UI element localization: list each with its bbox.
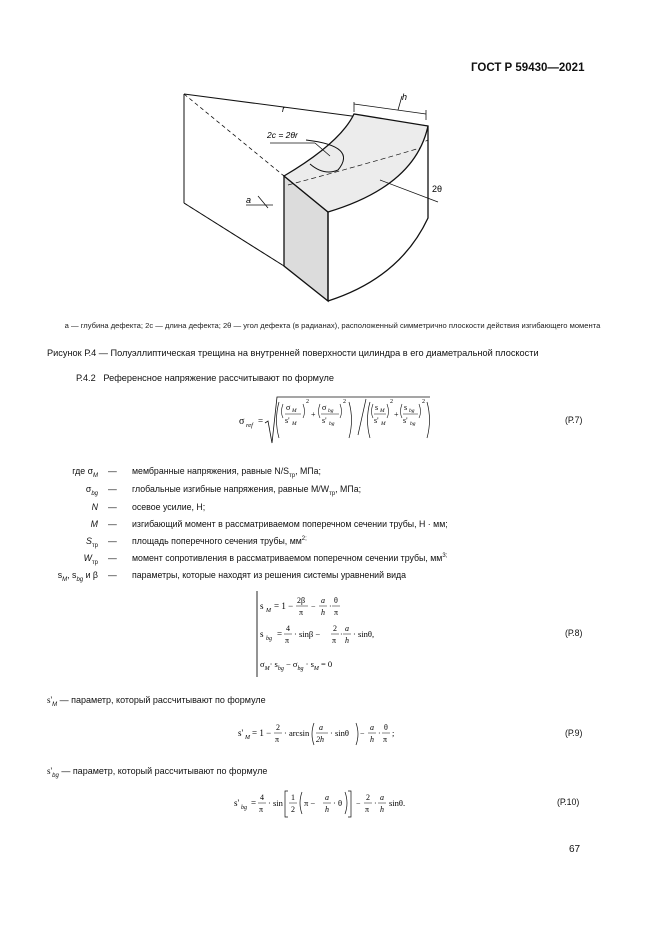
eq10-f4n: 2	[366, 793, 370, 802]
eq9-lhs-sub: M	[245, 735, 250, 741]
where-row	[0, 570, 661, 584]
where-sym: $s_M$, $s_{bg}$ и β	[57, 570, 98, 583]
label-h: h	[402, 92, 408, 102]
eq9-minus: −	[360, 729, 365, 738]
eq10-lhs-sub: bg	[241, 805, 247, 811]
equation-p10	[232, 786, 422, 822]
eq8-f4n: 4	[286, 624, 290, 633]
where-dash: —	[108, 536, 117, 546]
page-number: 67	[569, 844, 581, 855]
eq7-sbgp-sub: bg	[329, 421, 335, 427]
eq7-plus1: +	[311, 410, 316, 419]
where-text: площадь поперечного сечения трубы, $мм^{2;}$	[132, 536, 307, 546]
where-sym: $S_{тр}$	[86, 536, 98, 549]
equation-p7	[225, 393, 435, 447]
cylinder-crack-figure	[170, 88, 460, 313]
where-dash: —	[108, 502, 117, 512]
eq9-f2d: 2h	[316, 735, 324, 744]
eq10-pi: π −	[304, 798, 316, 808]
eq9-f4n: θ	[384, 723, 388, 732]
eq7-sbg-sub: bg	[328, 408, 334, 414]
eq7-sM-sub: M	[292, 408, 297, 414]
eq7-number: (Р.7)	[565, 415, 583, 425]
eq8-f6d: h	[345, 636, 349, 645]
eq8-l3: $\sigma_M\cdot s_{bg} - \sigma_{bg} \cdot s_M = 0$	[260, 659, 333, 672]
eq8-number: (Р.8)	[565, 628, 583, 638]
eq10-dot: ·	[374, 799, 377, 808]
eq9-eq: = 1 −	[252, 728, 272, 738]
section-number: Р.4.2	[76, 373, 96, 383]
eq9-f3d: h	[370, 735, 374, 744]
eq7-numM: s	[375, 403, 379, 412]
eq9-arcsin: · arcsin	[284, 728, 310, 738]
eq9-f1n: 2	[276, 723, 280, 732]
eq9-f2n: a	[319, 723, 323, 732]
eq9-f1d: π	[275, 735, 280, 744]
eq10-f2d: 2	[291, 805, 295, 814]
eq8-l2-eq: =	[277, 629, 283, 639]
eq7-sq4: 2	[422, 399, 425, 405]
eq8-f5d: π	[332, 636, 337, 645]
eq9-f4d: π	[383, 735, 388, 744]
eq8-l1-rhs: = 1 −	[274, 601, 294, 611]
eq8-minus: −	[311, 602, 316, 611]
where-row	[0, 519, 661, 533]
where-sym: $W_{тр}$	[83, 553, 98, 566]
section-body: Референсное напряжение рассчитывают по формуле	[103, 373, 334, 383]
eq8-sinb: · sinβ −	[294, 629, 321, 639]
eq8-f4d: π	[285, 636, 290, 645]
label-2theta: 2θ	[432, 184, 443, 194]
eq7-plus2: +	[394, 410, 399, 419]
where-text: мембранные напряжения, равные $N/S_{тр}$, МПа;	[132, 466, 321, 479]
param-sM: $s'_M$ — параметр, который рассчитывают по формуле	[47, 695, 266, 708]
where-text: параметры, которые находят из решения системы уравнений вида	[132, 570, 407, 580]
eq7-sMp2: s'	[374, 416, 379, 425]
eq8-f1d: π	[299, 608, 304, 617]
eq10-f4d: π	[365, 805, 370, 814]
eq8-f6n: a	[345, 624, 349, 633]
eq10-theta: · θ	[333, 798, 343, 808]
where-dash: —	[108, 466, 117, 476]
eq7-numbg-sub: bg	[409, 408, 415, 414]
eq8-f1n: 2β	[297, 596, 306, 605]
where-text: глобальные изгибные напряжения, равные $M/W_{тр}$, МПа;	[132, 484, 362, 497]
eq7-sMp: s'	[285, 416, 290, 425]
eq10-number: (Р.10)	[557, 797, 580, 807]
eq8-sint: · sinθ,	[353, 629, 375, 639]
where-text: изгибающий момент в рассматриваемом поперечном сечении трубы, Н · мм;	[132, 519, 448, 529]
eq7-sbg: σ	[322, 403, 327, 412]
where-row	[0, 502, 661, 516]
eq8-f3d: π	[334, 608, 339, 617]
eq10-eq: =	[251, 798, 257, 808]
eq7-sq3: 2	[390, 399, 393, 405]
where-dash: —	[108, 519, 117, 529]
where-dash: —	[108, 553, 117, 563]
eq7-sMp2-sub: M	[381, 421, 386, 427]
eq10-minus: −	[356, 799, 361, 808]
eq8-l2-sub: bg	[266, 636, 272, 642]
eq8-l1-sub: M	[266, 608, 271, 614]
eq10-f3n: a	[325, 793, 329, 802]
eq8-dot2: ·	[340, 630, 343, 639]
label-r: r	[282, 104, 285, 114]
eq7-lhs-sub: ref	[246, 422, 253, 429]
eq7-eq: =	[258, 416, 264, 426]
where-row	[0, 484, 661, 498]
eq10-f1n: 4	[260, 793, 264, 802]
eq7-sbgp2: s'	[403, 416, 408, 425]
where-row	[0, 466, 661, 480]
label-2c: 2c = 2θr	[267, 130, 298, 140]
param-sbg: $s'_{bg}$ — параметр, который рассчитывают по формуле	[47, 766, 268, 779]
eq7-sbgp2-sub: bg	[410, 421, 416, 427]
figure-caption: Рисунок Р.4 — Полуэллиптическая трещина на внутренней поверхности цилиндра в его диаметральной плоскости	[47, 348, 539, 358]
eq10-f5d: h	[380, 805, 384, 814]
eq8-f2n: a	[321, 596, 325, 605]
eq8-f2d: h	[321, 608, 325, 617]
where-dash: —	[108, 570, 117, 580]
section-text	[76, 373, 334, 383]
where-text: осевое усилие, Н;	[132, 502, 206, 512]
eq10-f3d: h	[325, 805, 329, 814]
where-sym: N	[91, 502, 98, 512]
eq7-numbg: s	[404, 403, 408, 412]
where-dash: —	[108, 484, 117, 494]
standard-number: ГОСТ Р 59430—2021	[471, 62, 585, 74]
eq7-numM-sub: M	[380, 408, 385, 414]
equation-p9	[236, 717, 406, 751]
eq8-f3n: θ	[334, 596, 338, 605]
eq10-f2n: 1	[291, 793, 295, 802]
where-text: момент сопротивления в рассматриваемом поперечном сечении трубы, $мм^{3;}$	[132, 553, 448, 563]
eq7-sbgp: s'	[322, 416, 327, 425]
where-sym: где $\sigma_M$	[72, 466, 98, 479]
eq10-f5n: a	[380, 793, 384, 802]
eq9-dot: ·	[378, 729, 381, 738]
eq9-f3n: a	[370, 723, 374, 732]
eq9-sin: · sinθ	[330, 728, 349, 738]
eq7-sM: σ	[286, 403, 291, 412]
label-a: a	[246, 195, 252, 205]
eq7-sq2: 2	[343, 399, 346, 405]
eq9-lhs: s'	[238, 728, 244, 738]
eq10-f1d: π	[259, 805, 264, 814]
eq10-lhs: s'	[234, 798, 240, 808]
eq10-sin: · sin	[268, 798, 283, 808]
eq9-end: ;	[392, 728, 395, 738]
eq8-f5n: 2	[333, 624, 337, 633]
eq7-sMp-sub: M	[292, 421, 297, 427]
eq8-dot: ·	[329, 602, 332, 611]
eq7-lhs: σ	[239, 416, 245, 427]
eq8-l1: s	[260, 601, 264, 611]
equation-p8	[250, 589, 400, 681]
eq10-end: sinθ.	[389, 798, 406, 808]
eq8-l2: s	[260, 629, 264, 639]
where-sym: $\sigma_{bg}$	[85, 484, 98, 497]
where-row	[0, 536, 661, 550]
eq9-number: (Р.9)	[565, 728, 583, 738]
eq7-sq1: 2	[306, 399, 309, 405]
where-sym: M	[90, 519, 98, 529]
figure-legend: a — глубина дефекта; 2c — длина дефекта; 2θ — угол дефекта (в радианах), расположенный симметрично плоскости действия изгибающего момента	[64, 321, 601, 330]
where-row	[0, 553, 661, 567]
